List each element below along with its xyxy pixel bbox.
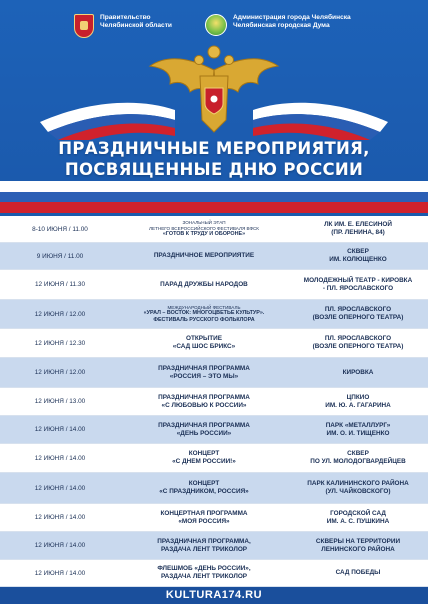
event-title-line: «МОЯ РОССИЯ» [178,517,230,525]
event-title-line: ПРАЗДНИЧНАЯ ПРОГРАММА [158,393,250,401]
event-title [120,565,288,580]
event-title [120,305,288,324]
event-title-line: РАЗДАЧА ЛЕНТ ТРИКОЛОР [160,573,248,580]
event-location-line: ИМ. КОЛЮЩЕНКО [329,256,387,263]
region-line-2: Челябинской области [100,22,172,29]
event-location [288,277,428,292]
event-subtitle-line: ЗОНАЛЬНЫЙ ЭТАП [182,220,226,226]
event-location [288,450,428,465]
event-title-line: ПРАЗДНИЧНАЯ ПРОГРАММА [158,364,250,372]
table-row [0,504,428,532]
table-row [0,358,428,388]
event-location-line: ИМ. О. И. ТИЩЕНКО [326,429,390,437]
event-location-line: ЛЕНИНСКОГО РАЙОНА [321,545,395,553]
tricolor-red-stripe [0,202,428,213]
city-administration-name [233,14,351,30]
event-date: 12 ИЮНЯ / 11.30 [34,281,85,288]
event-title [120,281,288,289]
region-line-1: Правительство [100,14,151,21]
event-date: 12 ИЮНЯ / 14.00 [34,454,86,462]
event-location-line: (УЛ. ЧАЙКОВСКОГО) [325,488,391,495]
russian-eagle-emblem-icon [0,40,428,140]
event-title-line: «С ЛЮБОВЬЮ К РОССИИ» [161,401,247,409]
event-location-line: ИМ. А. С. ПУШКИНА [326,517,390,525]
event-title [120,335,288,350]
title-line-1: ПРАЗДНИЧНЫЕ МЕРОПРИЯТИЯ, [58,139,370,158]
chelyabinsk-region-crest-icon [74,14,94,38]
event-location-line: ГОРОДСКОЙ САД [330,509,386,517]
event-subtitle-line: ЛЕТНЕГО ВСЕРОССИЙСКОГО ФЕСТИВАЛЯ ВФСК [149,225,259,231]
tricolor-blue-stripe [0,192,428,202]
event-date: 12 ИЮНЯ / 12.00 [34,310,86,318]
event-date: 9 ИЮНЯ / 11.00 [36,252,84,260]
event-date: 12 ИЮНЯ / 13.00 [34,398,86,405]
city-line-2: Челябинская городская Дума [233,22,330,29]
event-location [288,306,428,321]
event-title [120,538,288,553]
event-title-line: ПАРАД ДРУЖБЫ НАРОДОВ [160,280,248,288]
event-location-line: ПЛ. ЯРОСЛАВСКОГО [324,335,392,343]
event-date: 12 ИЮНЯ / 12.30 [34,339,86,347]
event-location-line: СКВЕР [347,450,369,458]
event-title-line: ОТКРЫТИЕ [185,335,223,343]
table-row [0,216,428,243]
event-title [120,510,288,525]
event-location-line: (ВОЗЛЕ ОПЕРНОГО ТЕАТРА) [312,343,404,350]
event-title-line: «С ПРАЗДНИКОМ, РОССИЯ» [159,488,249,495]
region-government-logo [74,14,172,38]
event-location [288,221,428,236]
event-subtitle-line: МЕЖДУНАРОДНЫЙ ФЕСТИВАЛЬ [167,304,241,310]
event-location [288,422,428,437]
event-location-line: САД ПОБЕДЫ [335,569,381,577]
event-location [288,335,428,350]
table-row [0,416,428,444]
event-date: 12 ИЮНЯ / 14.00 [34,542,86,549]
event-location-line: ПАРК «МЕТАЛЛУРГ» [325,421,391,429]
event-location-line: ПО УЛ. МОЛОДОГВАРДЕЙЦЕВ [310,458,406,465]
event-title-line: ПРАЗДНИЧНАЯ ПРОГРАММА, [157,537,251,545]
event-date: 12 ИЮНЯ / 12.00 [34,369,86,376]
event-location-line: ЛК ИМ. Е. ЕЛЕСИНОЙ [324,221,392,229]
event-location [288,538,428,553]
event-title [120,480,288,495]
city-administration-logo [205,14,351,36]
event-location-line: СКВЕР [347,248,369,256]
event-location-line: (ВОЗЛЕ ОПЕРНОГО ТЕАТРА) [312,314,404,321]
event-date: 12 ИЮНЯ / 14.00 [34,514,86,521]
table-row [0,300,428,329]
event-title-line: КОНЦЕРТ [188,450,220,458]
event-title-line: «ДЕНЬ РОССИИ» [176,429,232,437]
footer-website[interactable]: KULTURA174.RU [0,587,428,604]
event-subtitle-bold-line: ФЕСТИВАЛЬ РУССКОГО ФОЛЬКЛОРА [153,316,255,323]
event-location-line: МОЛОДЕЖНЫЙ ТЕАТР - КИРОВКА [303,276,413,284]
event-date: 12 ИЮНЯ / 14.00 [34,426,86,433]
table-row [0,388,428,416]
event-location-line: ПАРК КАЛИНИНСКОГО РАЙОНА [307,480,409,488]
event-date: 8-10 ИЮНЯ / 11.00 [32,225,88,233]
event-subtitle-bold-line: «УРАЛ – ВОСТОК: МНОГОЦВЕТЬЕ КУЛЬТУР». [143,310,265,317]
table-row [0,329,428,358]
title-line-2: ПОСВЯЩЕННЫЕ ДНЮ РОССИИ [64,160,364,179]
table-row [0,444,428,473]
tricolor-white-stripe [0,181,428,192]
event-title [120,220,288,238]
event-title-line: «С ДНЕМ РОССИИ!» [172,458,236,465]
page-title [0,138,428,180]
event-location [288,510,428,525]
event-location-line: ЦПКИО [346,393,370,401]
event-location [288,480,428,495]
event-location-line: ПЛ. ЯРОСЛАВСКОГО [324,306,392,314]
event-title-line: КОНЦЕРТ [188,480,220,488]
event-location [288,569,428,577]
event-date: 12 ИЮНЯ / 14.00 [34,569,86,577]
event-title [120,252,288,260]
event-title [120,394,288,409]
city-line-1: Администрация города Челябинска [233,14,351,21]
event-title-line: «САД ШОС БРИКС» [172,343,236,350]
event-title-line: КОНЦЕРТНАЯ ПРОГРАММА [160,509,248,517]
event-location [288,369,428,377]
table-row [0,243,428,270]
table-row [0,560,428,587]
event-title-line: «РОССИЯ – ЭТО МЫ» [169,372,239,380]
event-location-line: КИРОВКА [342,368,374,376]
event-location [288,248,428,263]
event-title [120,422,288,437]
event-location [288,394,428,409]
event-title-line: РАЗДАЧА ЛЕНТ ТРИКОЛОР [160,545,248,553]
region-government-name [100,14,172,30]
event-location-line: ИМ. Ю. А. ГАГАРИНА [325,401,391,409]
event-title [120,365,288,380]
event-location-line: СКВЕРЫ НА ТЕРРИТОРИИ [315,537,401,545]
event-title-line: ФЛЕШМОБ «ДЕНЬ РОССИИ», [157,565,251,573]
event-title-line: ПРАЗДНИЧНОЕ МЕРОПРИЯТИЕ [153,252,255,260]
event-subtitle-bold-line: «ГОТОВ К ТРУДУ И ОБОРОНЕ» [162,231,246,238]
event-date: 12 ИЮНЯ / 14.00 [34,484,86,492]
table-row [0,532,428,560]
event-title-line: ПРАЗДНИЧНАЯ ПРОГРАММА [158,421,250,429]
event-title [120,450,288,465]
chelyabinsk-city-emblem-icon [205,14,227,36]
event-location-line: (ПР. ЛЕНИНА, 84) [331,229,385,236]
table-row [0,270,428,300]
event-location-line: - ПЛ. ЯРОСЛАВСКОГО [322,284,394,292]
table-row [0,473,428,504]
